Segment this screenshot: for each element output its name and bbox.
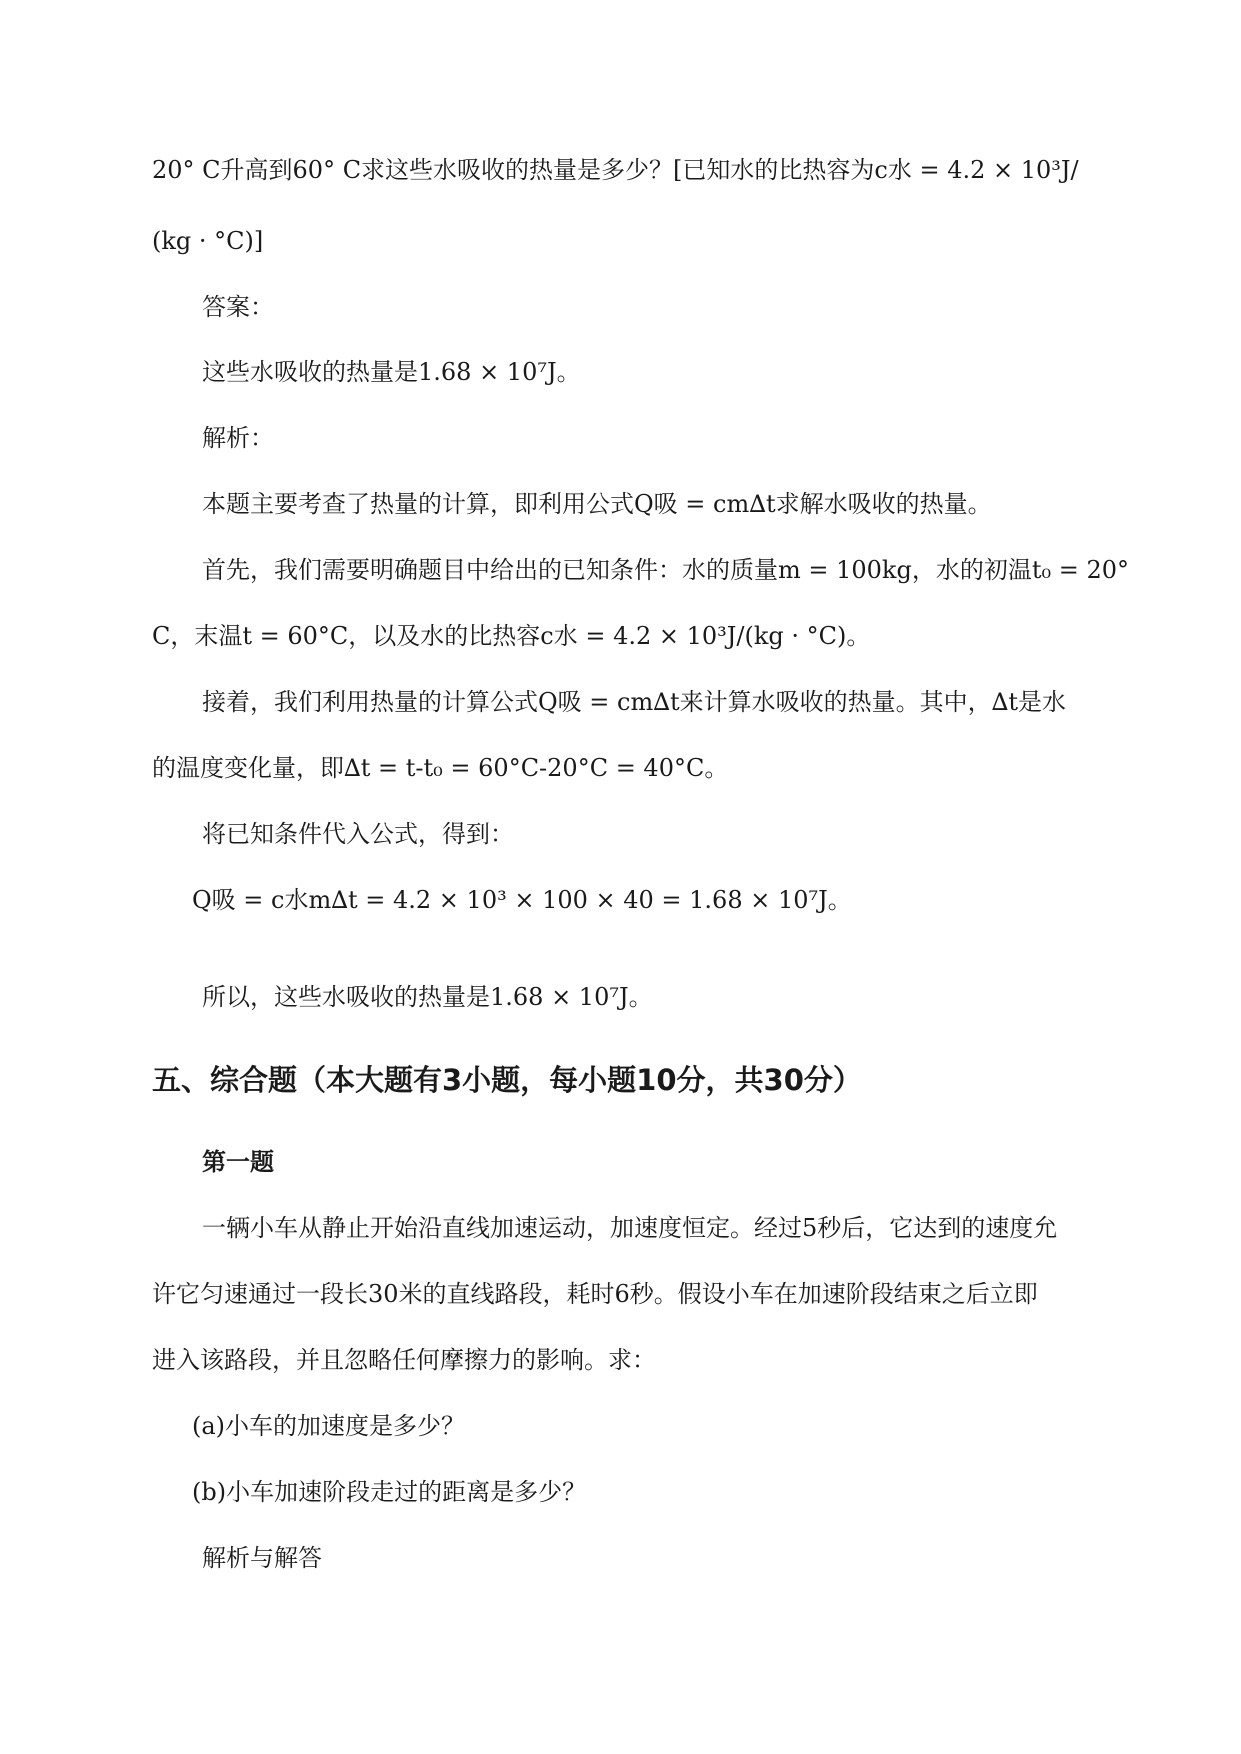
problem-text-line: (kg · °C)] (152, 227, 264, 255)
analysis-text-line: C，末温t = 60°C，以及水的比热容c水 = 4.2 × 10³J/(kg · °C)。 (152, 622, 871, 650)
formula-line: Q吸 = c水m∆t = 4.2 × 10³ × 100 × 40 = 1.68 × 10⁷J。 (192, 886, 852, 914)
analysis-text-line: 将已知条件代入公式，得到： (202, 820, 514, 848)
analysis-text-line: 首先，我们需要明确题目中给出的已知条件：水的质量m = 100kg，水的初温t₀ = 20° (202, 556, 1130, 584)
question-part-b: (b)小车加速阶段走过的距离是多少？ (192, 1478, 587, 1506)
question-text-line: 许它匀速通过一段长30米的直线路段，耗时6秒。假设小车在加速阶段结束之后立即 (152, 1280, 1038, 1308)
answer-label: 答案： (202, 293, 274, 321)
question-text-line: 进入该路段，并且忽略任何摩擦力的影响。求： (152, 1346, 656, 1374)
analysis-text-line: 接着，我们利用热量的计算公式Q吸 = cm∆t来计算水吸收的热量。其中，∆t是水 (202, 688, 1067, 716)
analysis-text-line: 本题主要考查了热量的计算，即利用公式Q吸 = cm∆t求解水吸收的热量。 (202, 490, 992, 518)
analysis-text-line: 的温度变化量，即∆t = t-t₀ = 60°C-20°C = 40°C。 (152, 754, 729, 782)
question-part-a: (a)小车的加速度是多少？ (192, 1412, 466, 1440)
analysis-label: 解析： (202, 424, 274, 452)
section-heading: 五、综合题（本大题有3小题，每小题10分，共30分） (152, 1063, 862, 1097)
problem-text-line: 20° C升高到60° C求这些水吸收的热量是多少？[已知水的比热容为c水 = 4.2 × 10³J/ (152, 156, 1079, 184)
question-text-line: 一辆小车从静止开始沿直线加速运动，加速度恒定。经过5秒后，它达到的速度允 (202, 1214, 1058, 1242)
answer-text: 这些水吸收的热量是1.68 × 10⁷J。 (202, 358, 581, 386)
analysis-conclusion: 所以，这些水吸收的热量是1.68 × 10⁷J。 (202, 983, 653, 1011)
solution-label: 解析与解答 (202, 1544, 322, 1572)
question-label: 第一题 (202, 1148, 274, 1176)
